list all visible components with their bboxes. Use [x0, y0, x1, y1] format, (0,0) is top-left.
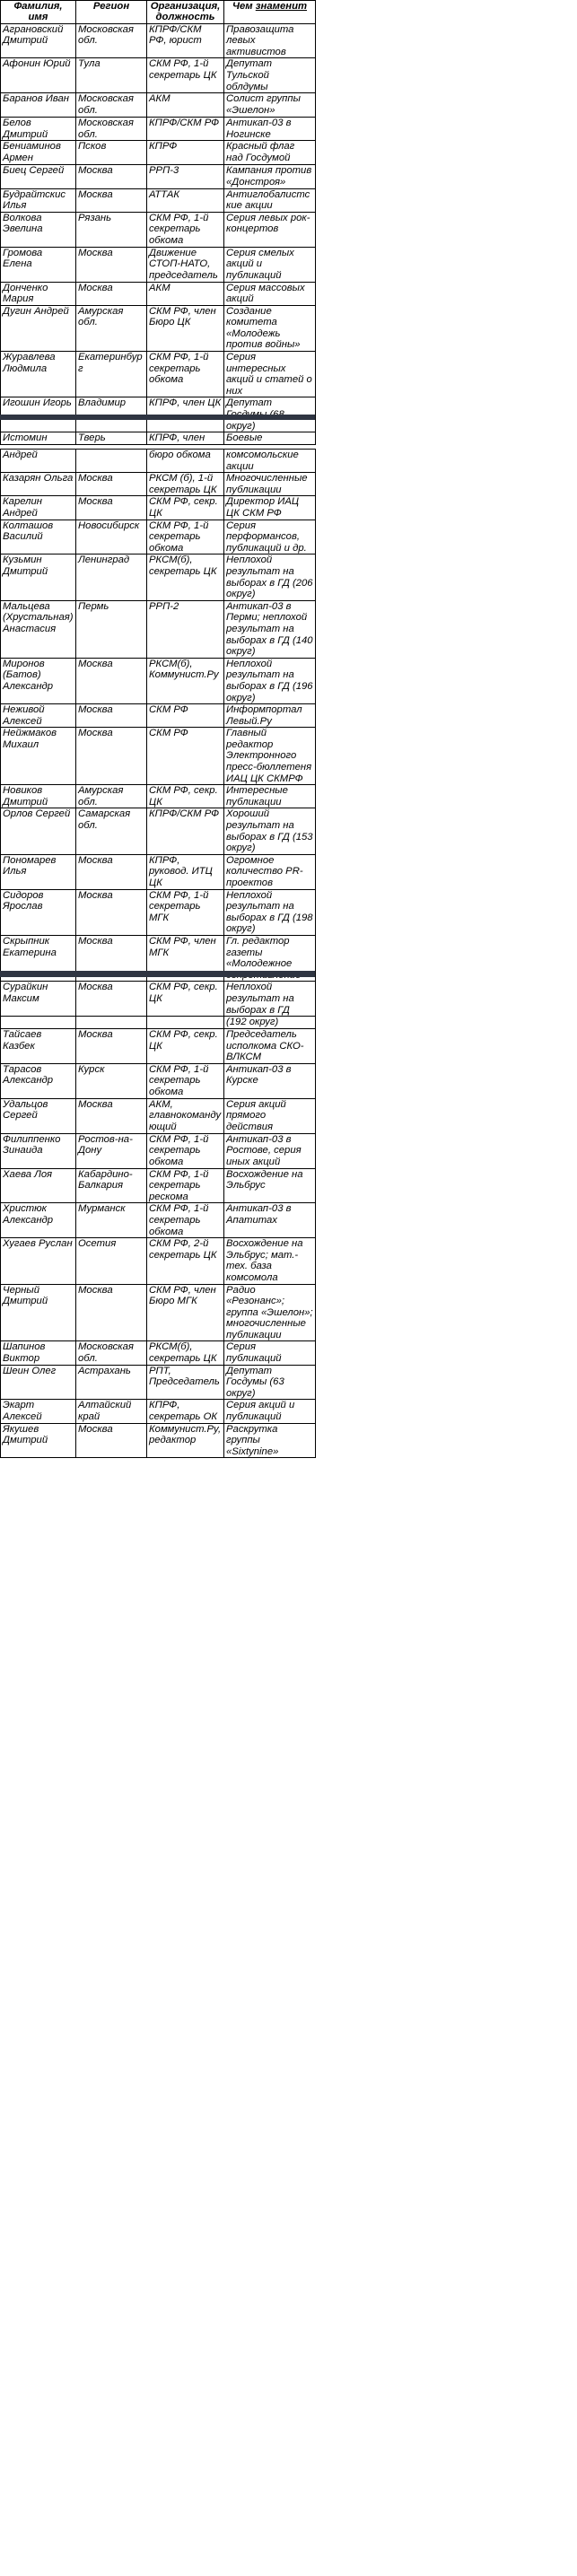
- table-row: [1, 212, 316, 247]
- cell-organization: РПТ, Председатель: [147, 1365, 224, 1400]
- page-separator: [0, 415, 315, 420]
- cell-name: Андрей: [1, 450, 76, 473]
- cell-organization: КПРФ: [147, 141, 224, 165]
- cell-region: Тверь: [76, 432, 147, 445]
- cell-name: Хугаев Руслан: [1, 1238, 76, 1284]
- cell-organization: СКМ РФ, 2-й секретарь ЦК: [147, 1238, 224, 1284]
- cell-known-for: Серия перформансов, публикаций и др.: [224, 520, 316, 554]
- cell-name: Миронов (Батов) Александр: [1, 658, 76, 703]
- cell-name: Мальцева (Хрустальная) Анастасия: [1, 600, 76, 658]
- cell-region: Москва: [76, 1098, 147, 1133]
- cell-organization: СКМ РФ: [147, 704, 224, 728]
- cell-name: Громова Елена: [1, 247, 76, 282]
- cell-known-for: Информпортал Левый.Ру: [224, 704, 316, 728]
- cell-organization: СКМ РФ, 1-й секретарь обкома: [147, 352, 224, 397]
- cell-name: Баранов Иван: [1, 93, 76, 118]
- table-row: [1, 305, 316, 351]
- table-row: [1, 282, 316, 305]
- cell-organization: АТТАК: [147, 188, 224, 212]
- table-row: [1, 982, 316, 1017]
- cell-region: Астрахань: [76, 1365, 147, 1400]
- cell-organization: РРП-3: [147, 165, 224, 188]
- activists-table-continued: [0, 1016, 316, 1458]
- document-page-1: [0, 0, 315, 444]
- cell-region: Москва: [76, 496, 147, 520]
- header-surname-name: Фамилия, имя: [1, 1, 76, 24]
- table-row: [1, 432, 316, 445]
- cell-name: Нейжмаков Михаил: [1, 728, 76, 785]
- cell-name: Будрайтскис Илья: [1, 188, 76, 212]
- cell-organization: КПРФ, член ЦК: [147, 397, 224, 432]
- document-page-3: [0, 1016, 315, 2576]
- cell-name: Сурайкин Максим: [1, 982, 76, 1017]
- cell-region: Москва: [76, 935, 147, 981]
- cell-known-for: Интересные публикации: [224, 785, 316, 808]
- table-row: [1, 58, 316, 93]
- cell-region: Московская обл.: [76, 93, 147, 118]
- document-page-2: [0, 449, 315, 1016]
- cell-region: [76, 450, 147, 473]
- cell-name: Шеин Олег: [1, 1365, 76, 1400]
- cell-region: Москва: [76, 1284, 147, 1341]
- cell-name: Бениаминов Армен: [1, 141, 76, 165]
- cell-known-for: Кампания против «Донстроя»: [224, 165, 316, 188]
- cell-organization: СКМ РФ: [147, 728, 224, 785]
- cell-organization: СКМ РФ, член Бюро МГК: [147, 1284, 224, 1341]
- cell-name: Удальцов Сергей: [1, 1098, 76, 1133]
- cell-organization: СКМ РФ, 1-й секретарь рескома: [147, 1168, 224, 1203]
- cell-name: Белов Дмитрий: [1, 118, 76, 141]
- header-known-for: [224, 1, 316, 24]
- cell-organization: АКМ: [147, 282, 224, 305]
- table-row: [1, 889, 316, 935]
- cell-region: Московская обл.: [76, 23, 147, 58]
- cell-region: Рязань: [76, 212, 147, 247]
- table-row: [1, 785, 316, 808]
- table-row: [1, 165, 316, 188]
- cell-region: Москва: [76, 982, 147, 1017]
- cell-region: Амурская обл.: [76, 785, 147, 808]
- cell-organization: КПРФ, руковод. ИТЦ ЦК: [147, 854, 224, 889]
- cell-organization: [147, 1017, 224, 1029]
- table-row: [1, 1063, 316, 1098]
- table-row: [1, 854, 316, 889]
- cell-known-for: Солист группы «Эшелон»: [224, 93, 316, 118]
- cell-known-for: Боевые: [224, 432, 316, 445]
- cell-name: Дугин Андрей: [1, 305, 76, 351]
- cell-known-for: Правозащита левых активистов: [224, 23, 316, 58]
- cell-known-for: Неплохой результат на выборах в ГД (198 округ): [224, 889, 316, 935]
- cell-name: Игошин Игорь: [1, 397, 76, 432]
- cell-known-for: Неплохой результат на выборах в ГД: [224, 982, 316, 1017]
- cell-region: Москва: [76, 728, 147, 785]
- table-row: [1, 600, 316, 658]
- cell-organization: КПРФ, член: [147, 432, 224, 445]
- cell-known-for: Огромное количество PR-проектов: [224, 854, 316, 889]
- table-row: [1, 808, 316, 854]
- cell-name: Казарян Ольга: [1, 473, 76, 496]
- cell-name: Неживой Алексей: [1, 704, 76, 728]
- cell-region: Москва: [76, 1029, 147, 1064]
- cell-region: Москва: [76, 658, 147, 703]
- cell-known-for: Хороший результат на выборах в ГД (153 округ): [224, 808, 316, 854]
- cell-region: Самарская обл.: [76, 808, 147, 854]
- table-row: [1, 704, 316, 728]
- cell-name: Скрыпник Екатерина: [1, 935, 76, 981]
- cell-organization: СКМ РФ, член МГК: [147, 935, 224, 981]
- table-row: [1, 188, 316, 212]
- cell-organization: СКМ РФ, секр. ЦК: [147, 785, 224, 808]
- cell-known-for: Серия массовых акций: [224, 282, 316, 305]
- cell-known-for: Депутат округ): [224, 397, 316, 432]
- table-row: [1, 450, 316, 473]
- cell-name: Экарт Алексей: [1, 1400, 76, 1423]
- table-row: [1, 1133, 316, 1168]
- cell-region: Курск: [76, 1063, 147, 1098]
- cell-region: Амурская обл.: [76, 305, 147, 351]
- table-body-page-1: [1, 23, 316, 444]
- table-row: [1, 1400, 316, 1423]
- cell-region: Ростов-на-Дону: [76, 1133, 147, 1168]
- cell-known-for: Красный флаг над Госдумой: [224, 141, 316, 165]
- cell-name: Журавлева Людмила: [1, 352, 76, 397]
- table-body-page-2: [1, 450, 316, 1017]
- cell-name: Истомин: [1, 432, 76, 445]
- cell-known-for: комсомольские акции: [224, 450, 316, 473]
- cell-organization: СКМ РФ, 1-й секретарь обкома: [147, 520, 224, 554]
- cell-name: Орлов Сергей: [1, 808, 76, 854]
- cell-organization: КПРФ, секретарь ОК: [147, 1400, 224, 1423]
- cell-organization: СКМ РФ, 1-й секретарь обкома: [147, 1133, 224, 1168]
- cell-name: Филиппенко Зинаида: [1, 1133, 76, 1168]
- cell-known-for: Серия акций прямого действия: [224, 1098, 316, 1133]
- cell-organization: КПРФ/СКМ РФ: [147, 808, 224, 854]
- table-row: [1, 247, 316, 282]
- cell-name: Тайсаев Казбек: [1, 1029, 76, 1064]
- cell-known-for: Депутат Тульской облдумы: [224, 58, 316, 93]
- cell-organization: РКСМ(б), секретарь ЦК: [147, 1341, 224, 1365]
- cell-known-for: Многочисленные публикации: [224, 473, 316, 496]
- page-separator: [0, 971, 315, 977]
- cell-name: Якушев Дмитрий: [1, 1423, 76, 1458]
- cell-known-for: Серия левых рок-концертов: [224, 212, 316, 247]
- cell-region: Москва: [76, 889, 147, 935]
- cell-region: Тула: [76, 58, 147, 93]
- cell-region: Московская обл.: [76, 1341, 147, 1365]
- table-row: [1, 496, 316, 520]
- cell-organization: СКМ РФ, секр. ЦК: [147, 982, 224, 1017]
- cell-known-for: Антикап-03 в Ростове, серия иных акций: [224, 1133, 316, 1168]
- cell-organization: СКМ РФ, член Бюро ЦК: [147, 305, 224, 351]
- cell-name: Аграновский Дмитрий: [1, 23, 76, 58]
- cell-organization: Движение СТОП-НАТО, председатель: [147, 247, 224, 282]
- cell-name: Шапинов Виктор: [1, 1341, 76, 1365]
- table-row: [1, 1017, 316, 1029]
- activists-table: [0, 0, 316, 445]
- cell-region: Москва: [76, 704, 147, 728]
- cell-region: Владимир: [76, 397, 147, 432]
- cell-known-for: Серия акций и публикаций: [224, 1400, 316, 1423]
- table-row: [1, 352, 316, 397]
- cell-region: Москва: [76, 473, 147, 496]
- cell-organization: Коммунист.Ру, редактор: [147, 1423, 224, 1458]
- cell-known-for: Восхождение на Эльбрус: [224, 1168, 316, 1203]
- table-row: [1, 728, 316, 785]
- cell-known-for: Раскрутка группы «Sixtynine»: [224, 1423, 316, 1458]
- cell-region: Москва: [76, 247, 147, 282]
- cell-name: Хаева Лоя: [1, 1168, 76, 1203]
- cell-known-for: Серия публикаций: [224, 1341, 316, 1365]
- cell-organization: РКСМ(б), секретарь ЦК: [147, 554, 224, 600]
- cell-name: Афонин Юрий: [1, 58, 76, 93]
- table-row: [1, 93, 316, 118]
- table-row: [1, 1423, 316, 1458]
- header-region: Регион: [76, 1, 147, 24]
- cell-known-for: Гл. редактор газеты «Молодежное: [224, 935, 316, 981]
- table-row: [1, 658, 316, 703]
- cell-region: Алтайский край: [76, 1400, 147, 1423]
- cell-organization: СКМ РФ, секр. ЦК: [147, 1029, 224, 1064]
- cell-name: Колташов Василий: [1, 520, 76, 554]
- cell-region: Ленинград: [76, 554, 147, 600]
- cell-known-for: Антиглобалистские акции: [224, 188, 316, 212]
- cell-region: Псков: [76, 141, 147, 165]
- cell-organization: бюро обкома: [147, 450, 224, 473]
- cell-region: Мурманск: [76, 1203, 147, 1238]
- cell-organization: СКМ РФ, 1-й секретарь обкома: [147, 1063, 224, 1098]
- cell-organization: СКМ РФ, секр. ЦК: [147, 496, 224, 520]
- table-row: [1, 1098, 316, 1133]
- cell-name: Кузьмин Дмитрий: [1, 554, 76, 600]
- cell-known-for: Серия интересных акций и статей о них: [224, 352, 316, 397]
- cell-name: Биец Сергей: [1, 165, 76, 188]
- cell-region: Екатеринбург: [76, 352, 147, 397]
- cell-organization: СКМ РФ, 1-й секретарь обкома: [147, 212, 224, 247]
- cell-name: Черный Дмитрий: [1, 1284, 76, 1341]
- table-row: [1, 23, 316, 58]
- cell-name: Сидоров Ярослав: [1, 889, 76, 935]
- table-row: [1, 1284, 316, 1341]
- table-row: [1, 1365, 316, 1400]
- cell-name: Волкова Эвелина: [1, 212, 76, 247]
- table-row: [1, 141, 316, 165]
- cell-organization: РРП-2: [147, 600, 224, 658]
- table-row: [1, 473, 316, 496]
- cell-region: Москва: [76, 854, 147, 889]
- cell-name: Христюк Александр: [1, 1203, 76, 1238]
- table-row: [1, 1203, 316, 1238]
- cell-known-for: Антикап-03 в Апатитах: [224, 1203, 316, 1238]
- cell-name: [1, 1017, 76, 1029]
- cell-known-for: Антикап-03 в Ногинске: [224, 118, 316, 141]
- cell-region: Москва: [76, 1423, 147, 1458]
- table-row: [1, 554, 316, 600]
- cell-region: Кабардино-Балкария: [76, 1168, 147, 1203]
- cell-name: Тарасов Александр: [1, 1063, 76, 1098]
- cell-name: Новиков Дмитрий: [1, 785, 76, 808]
- cell-known-for: Создание комитета «Молодежь против войны»: [224, 305, 316, 351]
- cell-organization: КПРФ/СКМ РФ, юрист: [147, 23, 224, 58]
- cell-organization: КПРФ/СКМ РФ: [147, 118, 224, 141]
- cell-known-for: Восхождение на Эльбрус; мат.-тех. база комсомола: [224, 1238, 316, 1284]
- table-row: [1, 520, 316, 554]
- cell-region: Новосибирск: [76, 520, 147, 554]
- cell-name: Пономарев Илья: [1, 854, 76, 889]
- cell-region: Москва: [76, 165, 147, 188]
- cell-known-for: Главный редактор Электронного пресс-бюллетеня ИАЦ ЦК СКМРФ: [224, 728, 316, 785]
- table-body-page-3: [1, 1017, 316, 1458]
- table-row: [1, 118, 316, 141]
- header-organization: Организация, должность: [147, 1, 224, 24]
- header-known-for-underlined: знаменит: [255, 1, 308, 12]
- cell-organization: РКСМ(б), Коммунист.Ру: [147, 658, 224, 703]
- table-row: [1, 1238, 316, 1284]
- cell-organization: АКМ: [147, 93, 224, 118]
- cell-region: Московская обл.: [76, 118, 147, 141]
- header-known-for-prefix: Чем: [232, 1, 256, 12]
- cell-organization: РКСМ (б), 1-й секретарь ЦК: [147, 473, 224, 496]
- table-row: [1, 1029, 316, 1064]
- cell-known-for: Неплохой результат на выборах в ГД (196 округ): [224, 658, 316, 703]
- cell-known-for: Радио «Резонанс»; группа «Эшелон»; многочисленные публикации: [224, 1284, 316, 1341]
- cell-known-for: Неплохой результат на выборах в ГД (206 округ): [224, 554, 316, 600]
- cell-organization: СКМ РФ, 1-й секретарь ЦК: [147, 58, 224, 93]
- table-row: [1, 1341, 316, 1365]
- cell-organization: СКМ РФ, 1-й секретарь обкома: [147, 1203, 224, 1238]
- cell-name: Карелин Андрей: [1, 496, 76, 520]
- cell-organization: СКМ РФ, 1-й секретарь МГК: [147, 889, 224, 935]
- table-row: [1, 1168, 316, 1203]
- cell-region: [76, 1017, 147, 1029]
- cell-region: Москва: [76, 188, 147, 212]
- cell-known-for: Председатель исполкома СКО-ВЛКСМ: [224, 1029, 316, 1064]
- activists-table-continued: [0, 449, 316, 1017]
- cell-known-for: Серия смелых акций и публикаций: [224, 247, 316, 282]
- cell-name: Донченко Мария: [1, 282, 76, 305]
- cell-known-for: Депутат Госдумы (63 округ): [224, 1365, 316, 1400]
- cell-known-for: Директор ИАЦ ЦК СКМ РФ: [224, 496, 316, 520]
- cell-region: Москва: [76, 282, 147, 305]
- cell-region: Пермь: [76, 600, 147, 658]
- table-header-row: [1, 1, 316, 24]
- cell-known-for: Антикап-03 в Перми; неплохой результат на выборах в ГД (140 округ): [224, 600, 316, 658]
- cell-known-for: (192 округ): [224, 1017, 316, 1029]
- cell-region: Осетия: [76, 1238, 147, 1284]
- cell-known-for: Антикап-03 в Курске: [224, 1063, 316, 1098]
- cell-organization: АКМ, главнокомандующий: [147, 1098, 224, 1133]
